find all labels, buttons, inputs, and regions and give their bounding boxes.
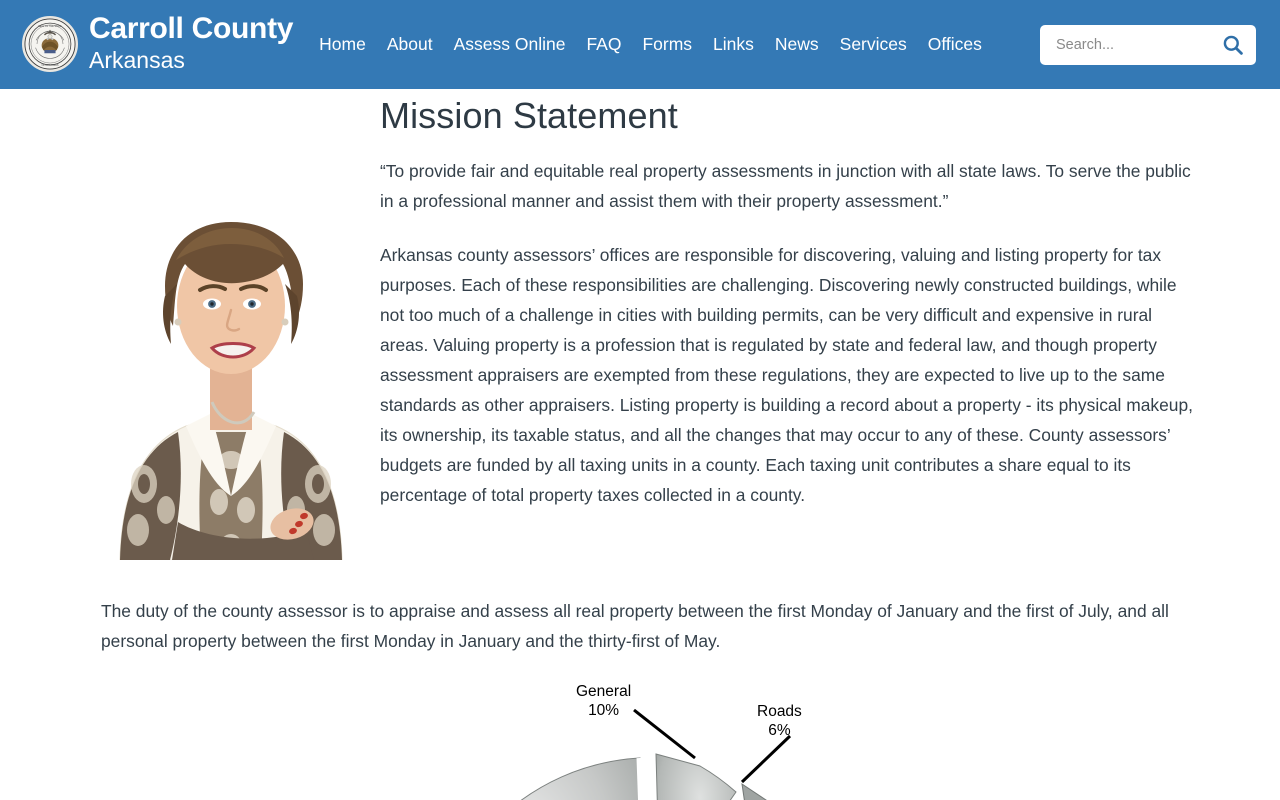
main-navigation xyxy=(319,34,1026,56)
site-brand[interactable] xyxy=(22,13,293,76)
assessment-period-paragraph: The duty of the county assessor is to appraise and assess all real property between the first Monday of January and the first of July, and all personal property between the first Monday in January and the thirty-first of May. xyxy=(101,601,1169,651)
nav-item-services[interactable]: Services xyxy=(839,33,907,54)
svg-text:SEAL OF THE STATE: SEAL OF THE STATE xyxy=(38,25,62,29)
chart-label-roads-name: Roads xyxy=(757,703,802,720)
nav-item-news[interactable]: News xyxy=(774,33,819,54)
page-body xyxy=(0,89,1280,800)
brand-title: Carroll County xyxy=(89,11,294,45)
mission-quote-paragraph: “To provide fair and equitable real property assessments in junction with all state laws. To serve the public in a professional manner and assist them with their property assessment.” xyxy=(380,161,1191,211)
search-button[interactable] xyxy=(1221,32,1245,58)
arkansas-state-seal-icon xyxy=(22,16,78,72)
chart-label-general-percent: 10% xyxy=(588,702,620,719)
county-assessor-portrait xyxy=(86,110,376,560)
chart-graphic xyxy=(0,680,1280,800)
brand-text xyxy=(89,13,293,76)
text-column xyxy=(380,89,1280,510)
site-header xyxy=(0,0,1280,89)
nav-item-about[interactable]: About xyxy=(386,33,433,54)
tax-distribution-pie-chart xyxy=(0,680,1280,800)
nav-item-faq[interactable]: FAQ xyxy=(586,33,622,54)
search-icon xyxy=(1221,33,1245,57)
svg-text:OF ARKANSAS: OF ARKANSAS xyxy=(41,64,59,68)
nav-item-forms[interactable]: Forms xyxy=(642,33,693,54)
chart-label-general-name: General xyxy=(576,683,632,700)
nav-item-offices[interactable]: Offices xyxy=(927,33,982,54)
nav-item-home[interactable]: Home xyxy=(319,33,366,54)
page-title: Mission Statement xyxy=(380,95,678,136)
brand-subtitle: Arkansas xyxy=(89,46,185,73)
search-box[interactable] xyxy=(1040,25,1256,65)
content-row xyxy=(0,89,1280,560)
assessor-duties-paragraph: Arkansas county assessors’ offices are responsible for discovering, valuing and listing property for tax purposes. Each of these responsibilities are challenging. Discovering newly constructed buildings, while not too much of a challenge in cities with building permits, can be very difficult and expensive in rural areas. Valuing property is a profession that is regulated by state and federal law, and though property assessment appraisers are exempted from these regulations, they are expected to live up to the same standards as other appraisers. Listing property is building a record about a property - its physical makeup, its ownership, its taxable status, and all the changes that may occur to any of these. County assessors’ budgets are funded by all taxing units in a county. Each taxing unit contributes a share equal to its percentage of total property taxes collected in a county. xyxy=(380,245,1193,505)
search-input[interactable] xyxy=(1054,36,1221,54)
chart-inner xyxy=(0,680,1280,800)
nav-item-assess-online[interactable]: Assess Online xyxy=(453,33,566,54)
portrait-column xyxy=(0,89,380,560)
wide-paragraph-section xyxy=(0,596,1280,656)
chart-label-roads-percent: 6% xyxy=(768,722,791,739)
nav-item-links[interactable]: Links xyxy=(713,33,754,54)
